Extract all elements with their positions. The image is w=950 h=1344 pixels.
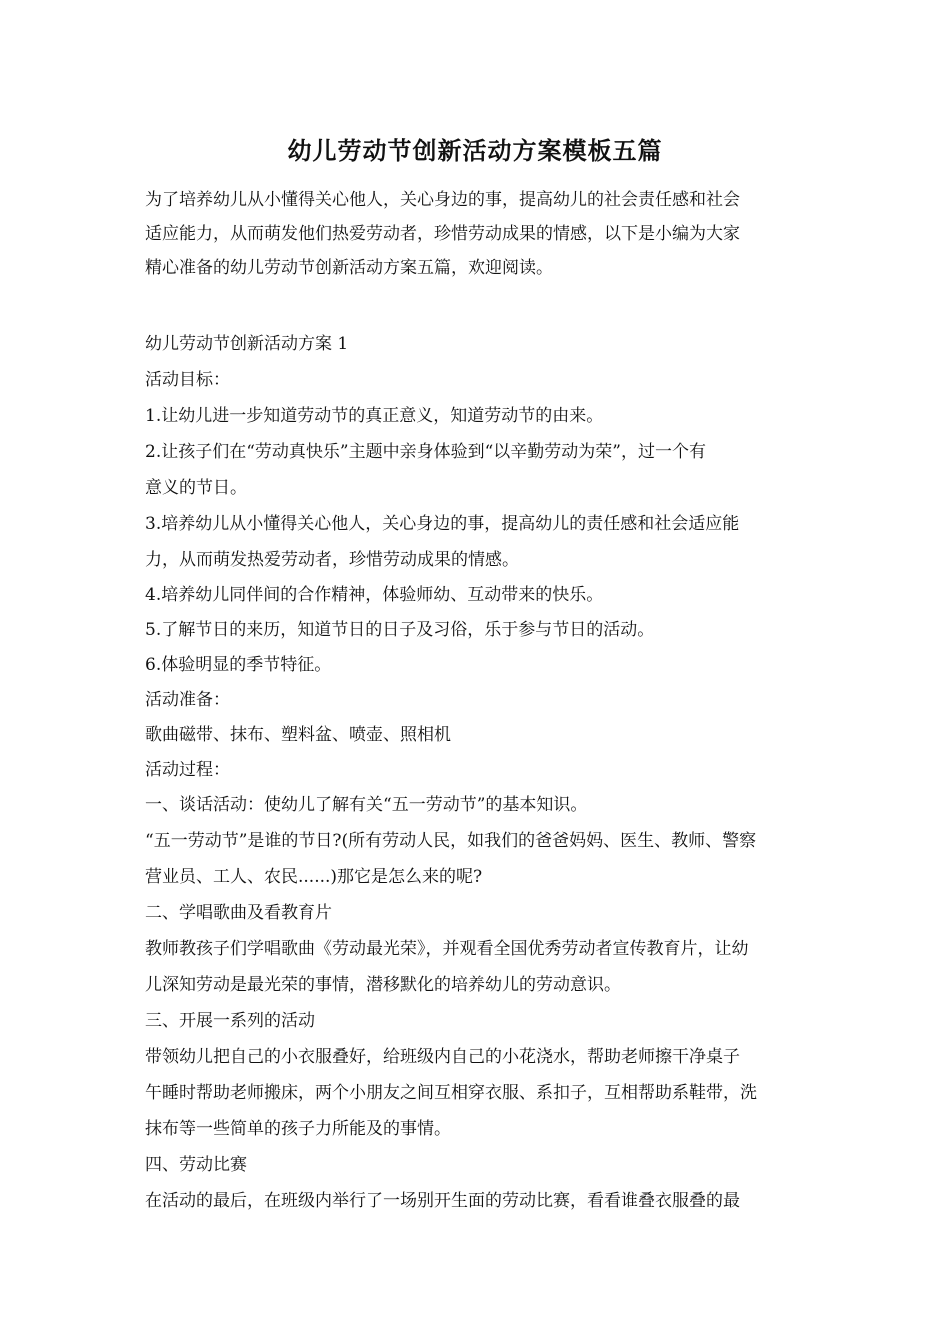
list-item: 5.了解节日的来历，知道节日的日子及习俗，乐于参与节日的活动。 bbox=[145, 620, 655, 640]
document-title: 幼儿劳动节创新活动方案模板五篇 bbox=[287, 136, 663, 165]
intro-line: 精心准备的幼儿劳动节创新活动方案五篇，欢迎阅读。 bbox=[145, 258, 553, 278]
subheading-objectives: 活动目标： bbox=[145, 370, 230, 390]
subheading-preparation: 活动准备： bbox=[145, 690, 230, 710]
body-text: 儿深知劳动是最光荣的事情，潜移默化的培养幼儿的劳动意识。 bbox=[145, 975, 621, 995]
body-text: 歌曲磁带、抹布、塑料盆、喷壶、照相机 bbox=[145, 725, 451, 745]
list-item: 3.培养幼儿从小懂得关心他人，关心身边的事，提高幼儿的责任感和社会适应能 bbox=[145, 514, 740, 534]
body-text: 带领幼儿把自己的小衣服叠好，给班级内自己的小花浇水，帮助老师擦干净桌子 bbox=[145, 1047, 740, 1067]
step-heading: 二、学唱歌曲及看教育片 bbox=[145, 903, 332, 923]
section-heading: 幼儿劳动节创新活动方案 1 bbox=[145, 334, 349, 354]
list-item-continuation: 力，从而萌发热爱劳动者，珍惜劳动成果的情感。 bbox=[145, 550, 519, 570]
list-item-continuation: 意义的节日。 bbox=[145, 478, 247, 498]
list-item: 6.体验明显的季节特征。 bbox=[145, 655, 332, 675]
body-text: “五一劳动节”是谁的节日?(所有劳动人民，如我们的爸爸妈妈、医生、教师、警察 bbox=[145, 831, 757, 851]
list-item: 1.让幼儿进一步知道劳动节的真正意义，知道劳动节的由来。 bbox=[145, 406, 604, 426]
body-text: 午睡时帮助老师搬床，两个小朋友之间互相穿衣服、系扣子，互相帮助系鞋带，洗 bbox=[145, 1083, 757, 1103]
step-heading: 三、开展一系列的活动 bbox=[145, 1011, 315, 1031]
intro-line: 适应能力，从而萌发他们热爱劳动者，珍惜劳动成果的情感，以下是小编为大家 bbox=[145, 224, 740, 244]
subheading-process: 活动过程： bbox=[145, 760, 230, 780]
document-body bbox=[145, 326, 810, 1219]
list-item: 2.让孩子们在“劳动真快乐”主题中亲身体验到“以辛勤劳动为荣”，过一个有 bbox=[145, 442, 706, 462]
step-heading: 四、劳动比赛 bbox=[145, 1155, 247, 1175]
list-item: 4.培养幼儿同伴间的合作精神，体验师幼、互动带来的快乐。 bbox=[145, 585, 604, 605]
body-text: 在活动的最后，在班级内举行了一场别开生面的劳动比赛，看看谁叠衣服叠的最 bbox=[145, 1191, 740, 1211]
body-text: 教师教孩子们学唱歌曲《劳动最光荣》，并观看全国优秀劳动者宣传教育片，让幼 bbox=[145, 939, 749, 959]
body-text: 营业员、工人、农民......)那它是怎么来的呢? bbox=[145, 867, 483, 887]
step-heading: 一、谈话活动：使幼儿了解有关“五一劳动节”的基本知识。 bbox=[145, 795, 588, 815]
intro-paragraph bbox=[145, 183, 810, 285]
intro-line: 为了培养幼儿从小懂得关心他人，关心身边的事，提高幼儿的社会责任感和社会 bbox=[145, 190, 740, 210]
body-text: 抹布等一些简单的孩子力所能及的事情。 bbox=[145, 1119, 451, 1139]
